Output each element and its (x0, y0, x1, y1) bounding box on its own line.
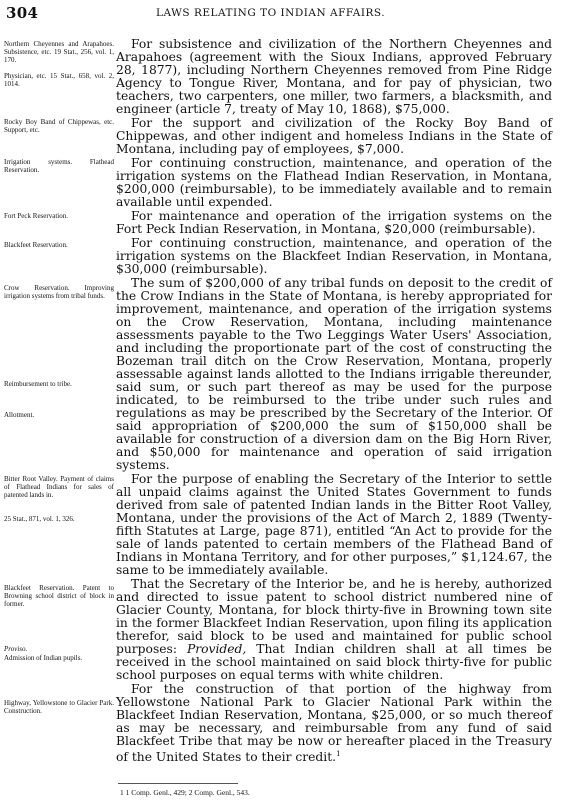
margin-note: Bitter Root Valley. Payment of claims of Flathead Indians for sales of patented lands in. (4, 475, 114, 499)
paragraph: For subsistence and civilization of the Northern Cheyennes and Arapahoes (agreement with the Sioux Indians, approved February 28, 1877), including Northern Cheyennes removed from Pine Ridge Agency to Tongue River, Montana, and for pay of physician, two teachers, two carpenters, one miller, two farmers, a blacksmith, and engineer (article 7, treaty of May 10, 1868), $75,000. (116, 37, 552, 116)
page-header (6, 4, 558, 24)
paragraph (116, 578, 552, 682)
footnote-rule (118, 783, 238, 784)
body-text (116, 38, 552, 765)
margin-note: Admission of Indian pupils. (4, 654, 83, 662)
footnote: 1 1 Comp. Genl., 429; 2 Comp. Genl., 543. (120, 788, 250, 797)
proviso-word: Provided, (186, 642, 247, 656)
margin-note: Fort Peck Reservation. (4, 212, 68, 220)
paragraph-text: That Indian children shall at all times be received in the school maintained on said block thirty-five for public school purposes on equal terms with white children. (116, 642, 552, 682)
paragraph: For continuing construction, maintenance, and operation of the irrigation systems on the Flathead Indian Reservation, in Montana, $200,000 (reimbursable), to be immediately available and to remain available until expended. (116, 156, 552, 209)
paragraph: For continuing construction, maintenance, and operation of the irrigation systems on the Blackfeet Indian Reservation, in Montana, $30,000 (reimbursable). (116, 236, 552, 276)
margin-note: Reimbursement to tribe. (4, 380, 72, 388)
margin-note: Crow Reservation. Improving irrigation systems from tribal funds. (4, 284, 114, 300)
paragraph: The sum of $200,000 of any tribal funds on deposit to the credit of the Crow Indians in the State of Montana, is hereby appropriated for improvement, maintenance, and operation of the irrigation systems on the Crow Reservation, Montana, including maintenance assessments payable to the Two Leggings Water Users' Association, and including the proportionate part of the cost of constructing the Bozeman trail ditch on the Crow Reservation, Montana, properly assessable against lands allotted to the Indians irrigable thereunder, said sum, or such part thereof as may be used for the purpose indicated, to be reimbursed to the tribe under such rules and regulations as may be prescribed by the Secretary of the Interior. Of said appropriation of $200,000 the sum of $150,000 shall be available for construction of a diversion dam on the Big Horn River, and $50,000 for maintenance and operation of said irrigation systems. (116, 276, 552, 472)
margin-note: Rocky Boy Band of Chippewas, etc. Support, etc. (4, 118, 114, 134)
margin-note: Physician, etc. 15 Stat., 658, vol. 2, 1014. (4, 72, 114, 88)
running-title: LAWS RELATING TO INDIAN AFFAIRS. (156, 7, 386, 19)
margin-note-proviso: Proviso. (4, 645, 28, 653)
margin-note: Irrigation systems. Flathead Reservation. (4, 158, 114, 174)
paragraph-text: For the construction of that portion of the highway from Yellowstone National Park to Glacier National Park within the Blackfeet Indian Reservation, Montana, $25,000, or so much thereof as may be necessary, and reimbursable from any fund of said Blackfeet Tribe that may be now or hereafter placed in the Treasury of the United States to their credit. (116, 682, 552, 765)
margin-note: 25 Stat., 871, vol. 1, 326. (4, 515, 75, 523)
margin-note: Allotment. (4, 411, 35, 419)
footnote-ref: 1 (336, 750, 341, 758)
page-number: 304 (6, 4, 39, 22)
paragraph (116, 683, 552, 764)
paragraph: For the support and civilization of the Rocky Boy Band of Chippewas, and other indigent and homeless Indians in the State of Montana, including pay of employees, $7,000. (116, 116, 552, 156)
margin-note: Northern Cheyennes and Arapahoes. Subsistence, etc. 19 Stat., 256, vol. 1, 170. (4, 40, 114, 64)
margin-note: Highway, Yellowstone to Glacier Park. Construction. (4, 699, 114, 715)
paragraph-text: That the Secretary of the Interior be, and he is hereby, authorized and directed to issue patent to school district numbered nine of Glacier County, Montana, for block thirty-five in Browning town site in the former Blackfeet Indian Reservation, upon filing its application therefor, said block to be used and maintained for public school purposes: (116, 577, 552, 656)
margin-note: Blackfeet Reservation. (4, 241, 68, 249)
margin-note: Blackfeet Reservation. Patent to Browning school district of block in former. (4, 584, 114, 608)
paragraph: For the purpose of enabling the Secretary of the Interior to settle all unpaid claims against the United States Government to funds derived from sale of patented Indian lands in the Bitter Root Valley, Montana, under the provisions of the Act of March 2, 1889 (Twenty-fifth Statutes at Large, page 871), entitled “An Act to provide for the sale of lands patented to certain members of the Flathead Band of Indians in Montana Territory, and for other purposes,” $1,124.67, the same to be immediately available. (116, 472, 552, 577)
paragraph: For maintenance and operation of the irrigation systems on the Fort Peck Indian Reservation, in Montana, $20,000 (reimbursable). (116, 209, 552, 236)
